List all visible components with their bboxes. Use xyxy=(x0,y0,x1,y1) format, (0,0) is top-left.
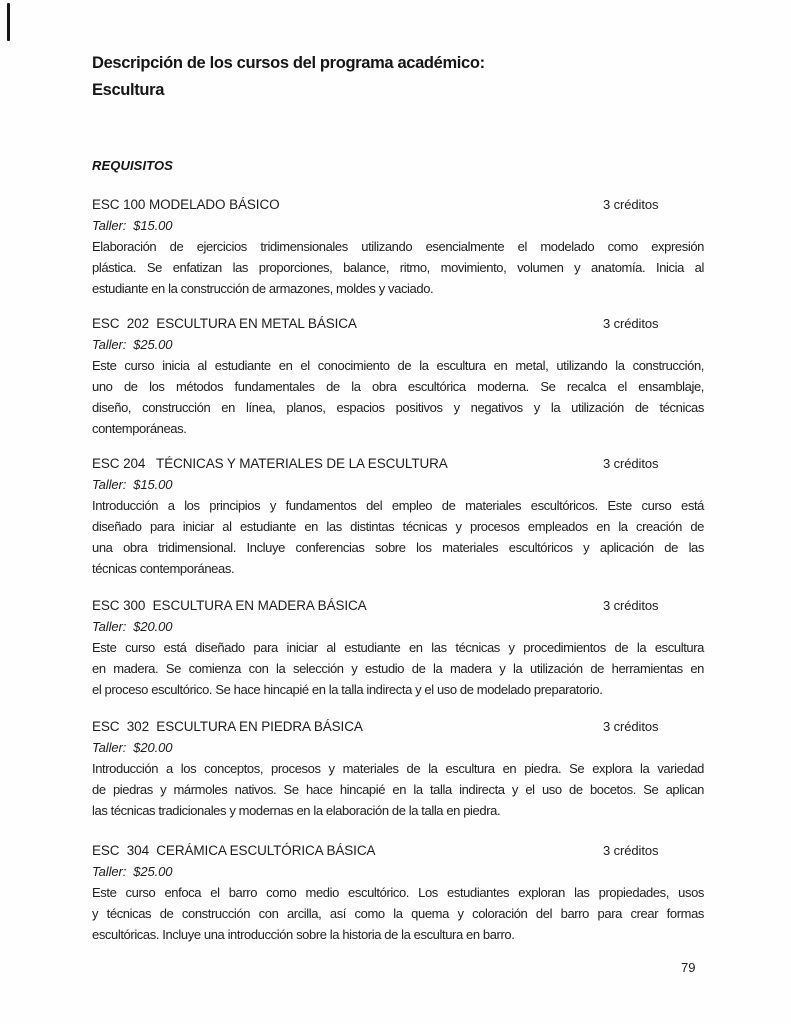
course-code-title: ESC 204 TÉCNICAS Y MATERIALES DE LA ESCULTURA xyxy=(92,456,448,471)
course-credits: 3 créditos xyxy=(603,598,659,613)
course-list xyxy=(92,0,704,1024)
scan-artifact-line xyxy=(7,3,10,41)
course-fee: Taller: $25.00 xyxy=(92,337,173,352)
course-description xyxy=(92,355,704,439)
description-line: Introducción a los conceptos, procesos y materiales de la escultura en piedra. Se explora la variedad xyxy=(92,761,704,776)
course-header xyxy=(92,595,704,616)
description-line: uno de los métodos fundamentales de la obra escultórica moderna. Se recalca el ensamblaje, xyxy=(92,379,704,394)
course-fee: Taller: $15.00 xyxy=(92,218,173,233)
description-line: escultóricas. Incluye una introducción sobre la historia de la escultura en barro. xyxy=(92,927,515,942)
description-line: Elaboración de ejercicios tridimensionales utilizando esencialmente el modelado como expresión xyxy=(92,239,704,254)
description-line: en madera. Se comienza con la selección y estudio de la madera y la utilización de herramientas en xyxy=(92,661,704,676)
course-credits: 3 créditos xyxy=(603,456,659,471)
description-line: contemporáneas. xyxy=(92,421,187,436)
course-credits: 3 créditos xyxy=(603,843,659,858)
course-credits: 3 créditos xyxy=(603,197,659,212)
course-header xyxy=(92,453,704,474)
description-line: Este curso está diseñado para iniciar al estudiante en las técnicas y procedimientos de la escultura xyxy=(92,640,704,655)
course-fee: Taller: $20.00 xyxy=(92,740,173,755)
course-block xyxy=(92,194,704,299)
course-description xyxy=(92,236,704,299)
description-line: una obra tridimensional. Incluye conferencias sobre los materiales escultóricos y aplicación de las xyxy=(92,540,704,555)
course-header xyxy=(92,194,704,215)
course-description xyxy=(92,637,704,700)
description-line: Introducción a los principios y fundamentos del empleo de materiales escultóricos. Este curso está xyxy=(92,498,704,513)
course-block xyxy=(92,313,704,439)
page-number: 79 xyxy=(681,960,696,975)
page-title-line1: Descripción de los cursos del programa académico: xyxy=(92,54,485,72)
description-line: estudiante en la construcción de armazones, moldes y vaciado. xyxy=(92,281,434,296)
course-header xyxy=(92,716,704,737)
course-fee: Taller: $20.00 xyxy=(92,619,173,634)
course-code-title: ESC 202 ESCULTURA EN METAL BÁSICA xyxy=(92,316,357,331)
course-header xyxy=(92,840,704,861)
description-line: y técnicas de construcción con arcilla, así como la quema y coloración del barro para crear formas xyxy=(92,906,704,921)
course-code-title: ESC 304 CERÁMICA ESCULTÓRICA BÁSICA xyxy=(92,843,376,858)
course-code-title: ESC 300 ESCULTURA EN MADERA BÁSICA xyxy=(92,598,367,613)
course-header xyxy=(92,313,704,334)
description-line: las técnicas tradicionales y modernas en la elaboración de la talla en piedra. xyxy=(92,803,501,818)
description-line: plástica. Se enfatizan las proporciones, balance, ritmo, movimiento, volumen y anatomía. Inicia al xyxy=(92,260,704,275)
course-fee: Taller: $15.00 xyxy=(92,477,173,492)
course-description xyxy=(92,882,704,945)
course-credits: 3 créditos xyxy=(603,316,659,331)
course-block xyxy=(92,453,704,579)
description-line: Este curso inicia al estudiante en el conocimiento de la escultura en metal, utilizando la construcción, xyxy=(92,358,704,373)
description-line: de piedras y mármoles nativos. Se hace hincapié en la talla indirecta y el uso de bocetos. Se aplican xyxy=(92,782,704,797)
description-line: técnicas contemporáneas. xyxy=(92,561,235,576)
course-description xyxy=(92,495,704,579)
course-block xyxy=(92,716,704,821)
description-line: el proceso escultórico. Se hace hincapié en la talla indirecta y el uso de modelado preparatorio. xyxy=(92,682,603,697)
course-code-title: ESC 302 ESCULTURA EN PIEDRA BÁSICA xyxy=(92,719,363,734)
description-line: Este curso enfoca el barro como medio escultórico. Los estudiantes exploran las propiedades, usos xyxy=(92,885,704,900)
course-credits: 3 créditos xyxy=(603,719,659,734)
section-heading-requisitos: REQUISITOS xyxy=(92,158,173,173)
course-code-title: ESC 100 MODELADO BÁSICO xyxy=(92,197,280,212)
course-block xyxy=(92,840,704,945)
description-line: diseñado para iniciar al estudiante en las distintas técnicas y procesos empleados en la creación de xyxy=(92,519,704,534)
course-block xyxy=(92,595,704,700)
description-line: diseño, construcción en línea, planos, espacios positivos y negativos y la utilización de técnicas xyxy=(92,400,704,415)
course-description xyxy=(92,758,704,821)
course-fee: Taller: $25.00 xyxy=(92,864,173,879)
page-title-line2: Escultura xyxy=(92,81,165,99)
